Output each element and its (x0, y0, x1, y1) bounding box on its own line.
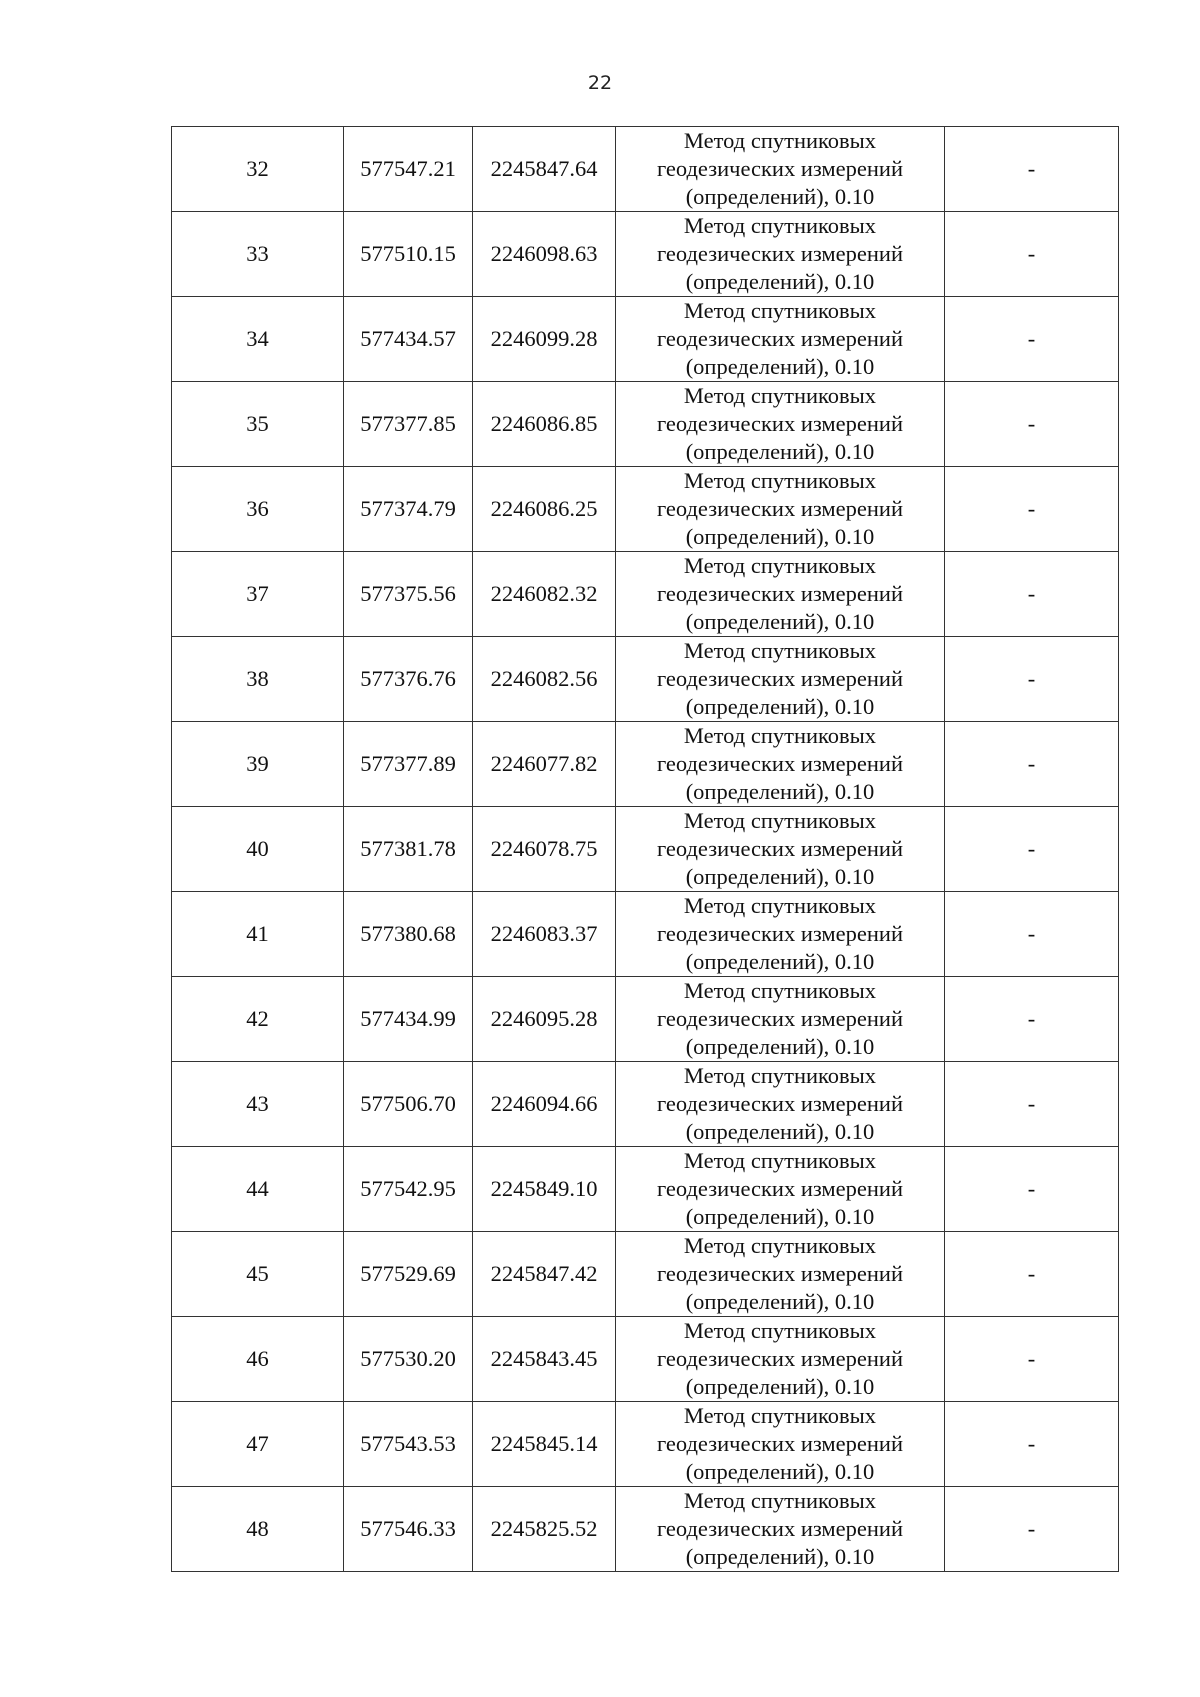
method-line: геодезических измерений (656, 1091, 904, 1116)
method-line: геодезических измерений (656, 411, 904, 436)
method-line: (определений), 0.10 (685, 949, 875, 974)
method-line: (определений), 0.10 (685, 524, 875, 549)
method-line: геодезических измерений (656, 1516, 904, 1541)
method-line: Метод спутниковых (683, 128, 877, 153)
y-coordinate-cell: 2245845.14 (473, 1402, 616, 1487)
method-line: геодезических измерений (656, 1431, 904, 1456)
note-cell: - (945, 1317, 1119, 1402)
method-line: (определений), 0.10 (685, 694, 875, 719)
method-line: (определений), 0.10 (685, 269, 875, 294)
method-line: (определений), 0.10 (685, 1459, 875, 1484)
x-coordinate-cell: 577374.79 (344, 467, 473, 552)
method-cell (616, 807, 945, 892)
method-line: (определений), 0.10 (685, 439, 875, 464)
y-coordinate-cell: 2246082.32 (473, 552, 616, 637)
x-coordinate-cell: 577530.20 (344, 1317, 473, 1402)
y-coordinate-cell: 2246094.66 (473, 1062, 616, 1147)
table-row (172, 722, 1119, 807)
method-line: (определений), 0.10 (685, 1034, 875, 1059)
table-row (172, 297, 1119, 382)
note-cell: - (945, 892, 1119, 977)
point-number-cell: 38 (172, 637, 344, 722)
y-coordinate-cell: 2246083.37 (473, 892, 616, 977)
method-line: Метод спутниковых (683, 553, 877, 578)
method-line: геодезических измерений (656, 326, 904, 351)
method-cell (616, 637, 945, 722)
method-cell (616, 382, 945, 467)
point-number-cell: 45 (172, 1232, 344, 1317)
note-cell: - (945, 1487, 1119, 1572)
method-cell (616, 127, 945, 212)
x-coordinate-cell: 577380.68 (344, 892, 473, 977)
note-cell: - (945, 722, 1119, 807)
table-row (172, 977, 1119, 1062)
table-row (172, 1317, 1119, 1402)
method-line: Метод спутниковых (683, 1403, 877, 1428)
point-number-cell: 41 (172, 892, 344, 977)
y-coordinate-cell: 2246095.28 (473, 977, 616, 1062)
method-line: (определений), 0.10 (685, 864, 875, 889)
method-line: геодезических измерений (656, 1261, 904, 1286)
y-coordinate-cell: 2246099.28 (473, 297, 616, 382)
x-coordinate-cell: 577542.95 (344, 1147, 473, 1232)
table-row (172, 552, 1119, 637)
method-line: (определений), 0.10 (685, 779, 875, 804)
table-row (172, 467, 1119, 552)
method-line: Метод спутниковых (683, 638, 877, 663)
x-coordinate-cell: 577434.99 (344, 977, 473, 1062)
y-coordinate-cell: 2246078.75 (473, 807, 616, 892)
note-cell: - (945, 637, 1119, 722)
method-cell (616, 552, 945, 637)
method-cell (616, 1402, 945, 1487)
point-number-cell: 33 (172, 212, 344, 297)
method-cell (616, 1062, 945, 1147)
note-cell: - (945, 1062, 1119, 1147)
method-line: геодезических измерений (656, 1346, 904, 1371)
note-cell: - (945, 1402, 1119, 1487)
method-cell (616, 1317, 945, 1402)
method-line: Метод спутниковых (683, 298, 877, 323)
table-row (172, 212, 1119, 297)
method-line: Метод спутниковых (683, 468, 877, 493)
method-line: геодезических измерений (656, 496, 904, 521)
note-cell: - (945, 467, 1119, 552)
method-line: геодезических измерений (656, 1006, 904, 1031)
point-number-cell: 43 (172, 1062, 344, 1147)
x-coordinate-cell: 577546.33 (344, 1487, 473, 1572)
point-number-cell: 34 (172, 297, 344, 382)
x-coordinate-cell: 577529.69 (344, 1232, 473, 1317)
method-line: Метод спутниковых (683, 1148, 877, 1173)
method-cell (616, 467, 945, 552)
y-coordinate-cell: 2246077.82 (473, 722, 616, 807)
table-row (172, 1402, 1119, 1487)
method-line: геодезических измерений (656, 1176, 904, 1201)
note-cell: - (945, 1147, 1119, 1232)
note-cell: - (945, 382, 1119, 467)
method-line: Метод спутниковых (683, 1318, 877, 1343)
note-cell: - (945, 552, 1119, 637)
method-cell (616, 722, 945, 807)
x-coordinate-cell: 577543.53 (344, 1402, 473, 1487)
y-coordinate-cell: 2246082.56 (473, 637, 616, 722)
method-line: (определений), 0.10 (685, 184, 875, 209)
x-coordinate-cell: 577547.21 (344, 127, 473, 212)
method-line: (определений), 0.10 (685, 354, 875, 379)
coordinates-table (171, 126, 1119, 1572)
method-line: Метод спутниковых (683, 893, 877, 918)
method-line: геодезических измерений (656, 751, 904, 776)
method-line: геодезических измерений (656, 156, 904, 181)
y-coordinate-cell: 2245825.52 (473, 1487, 616, 1572)
point-number-cell: 47 (172, 1402, 344, 1487)
y-coordinate-cell: 2245847.42 (473, 1232, 616, 1317)
x-coordinate-cell: 577375.56 (344, 552, 473, 637)
note-cell: - (945, 807, 1119, 892)
method-line: геодезических измерений (656, 836, 904, 861)
table-row (172, 1487, 1119, 1572)
table-row (172, 807, 1119, 892)
y-coordinate-cell: 2245843.45 (473, 1317, 616, 1402)
method-line: (определений), 0.10 (685, 1119, 875, 1144)
point-number-cell: 44 (172, 1147, 344, 1232)
table-row (172, 1062, 1119, 1147)
method-line: (определений), 0.10 (685, 609, 875, 634)
method-cell (616, 212, 945, 297)
method-line: Метод спутниковых (683, 1233, 877, 1258)
table-row (172, 1147, 1119, 1232)
method-line: геодезических измерений (656, 241, 904, 266)
method-cell (616, 1232, 945, 1317)
method-line: геодезических измерений (656, 666, 904, 691)
note-cell: - (945, 297, 1119, 382)
point-number-cell: 42 (172, 977, 344, 1062)
note-cell: - (945, 212, 1119, 297)
method-line: геодезических измерений (656, 581, 904, 606)
x-coordinate-cell: 577434.57 (344, 297, 473, 382)
y-coordinate-cell: 2245847.64 (473, 127, 616, 212)
note-cell: - (945, 1232, 1119, 1317)
method-line: Метод спутниковых (683, 383, 877, 408)
point-number-cell: 48 (172, 1487, 344, 1572)
method-cell (616, 977, 945, 1062)
y-coordinate-cell: 2246086.25 (473, 467, 616, 552)
method-line: (определений), 0.10 (685, 1289, 875, 1314)
point-number-cell: 32 (172, 127, 344, 212)
point-number-cell: 35 (172, 382, 344, 467)
point-number-cell: 46 (172, 1317, 344, 1402)
table-row (172, 892, 1119, 977)
x-coordinate-cell: 577506.70 (344, 1062, 473, 1147)
y-coordinate-cell: 2246098.63 (473, 212, 616, 297)
x-coordinate-cell: 577376.76 (344, 637, 473, 722)
point-number-cell: 40 (172, 807, 344, 892)
method-line: Метод спутниковых (683, 978, 877, 1003)
method-cell (616, 297, 945, 382)
method-line: Метод спутниковых (683, 808, 877, 833)
x-coordinate-cell: 577377.89 (344, 722, 473, 807)
method-cell (616, 1147, 945, 1232)
method-line: Метод спутниковых (683, 1488, 877, 1513)
note-cell: - (945, 127, 1119, 212)
note-cell: - (945, 977, 1119, 1062)
y-coordinate-cell: 2246086.85 (473, 382, 616, 467)
coordinates-table-body (172, 127, 1119, 1572)
point-number-cell: 36 (172, 467, 344, 552)
table-row (172, 382, 1119, 467)
method-line: (определений), 0.10 (685, 1204, 875, 1229)
method-line: геодезических измерений (656, 921, 904, 946)
x-coordinate-cell: 577510.15 (344, 212, 473, 297)
method-line: (определений), 0.10 (685, 1544, 875, 1569)
method-line: (определений), 0.10 (685, 1374, 875, 1399)
table-row (172, 637, 1119, 722)
table-row (172, 127, 1119, 212)
table-row (172, 1232, 1119, 1317)
x-coordinate-cell: 577377.85 (344, 382, 473, 467)
point-number-cell: 37 (172, 552, 344, 637)
method-cell (616, 892, 945, 977)
method-line: Метод спутниковых (683, 1063, 877, 1088)
method-cell (616, 1487, 945, 1572)
point-number-cell: 39 (172, 722, 344, 807)
method-line: Метод спутниковых (683, 723, 877, 748)
page-number: 22 (587, 72, 613, 94)
method-line: Метод спутниковых (683, 213, 877, 238)
y-coordinate-cell: 2245849.10 (473, 1147, 616, 1232)
x-coordinate-cell: 577381.78 (344, 807, 473, 892)
